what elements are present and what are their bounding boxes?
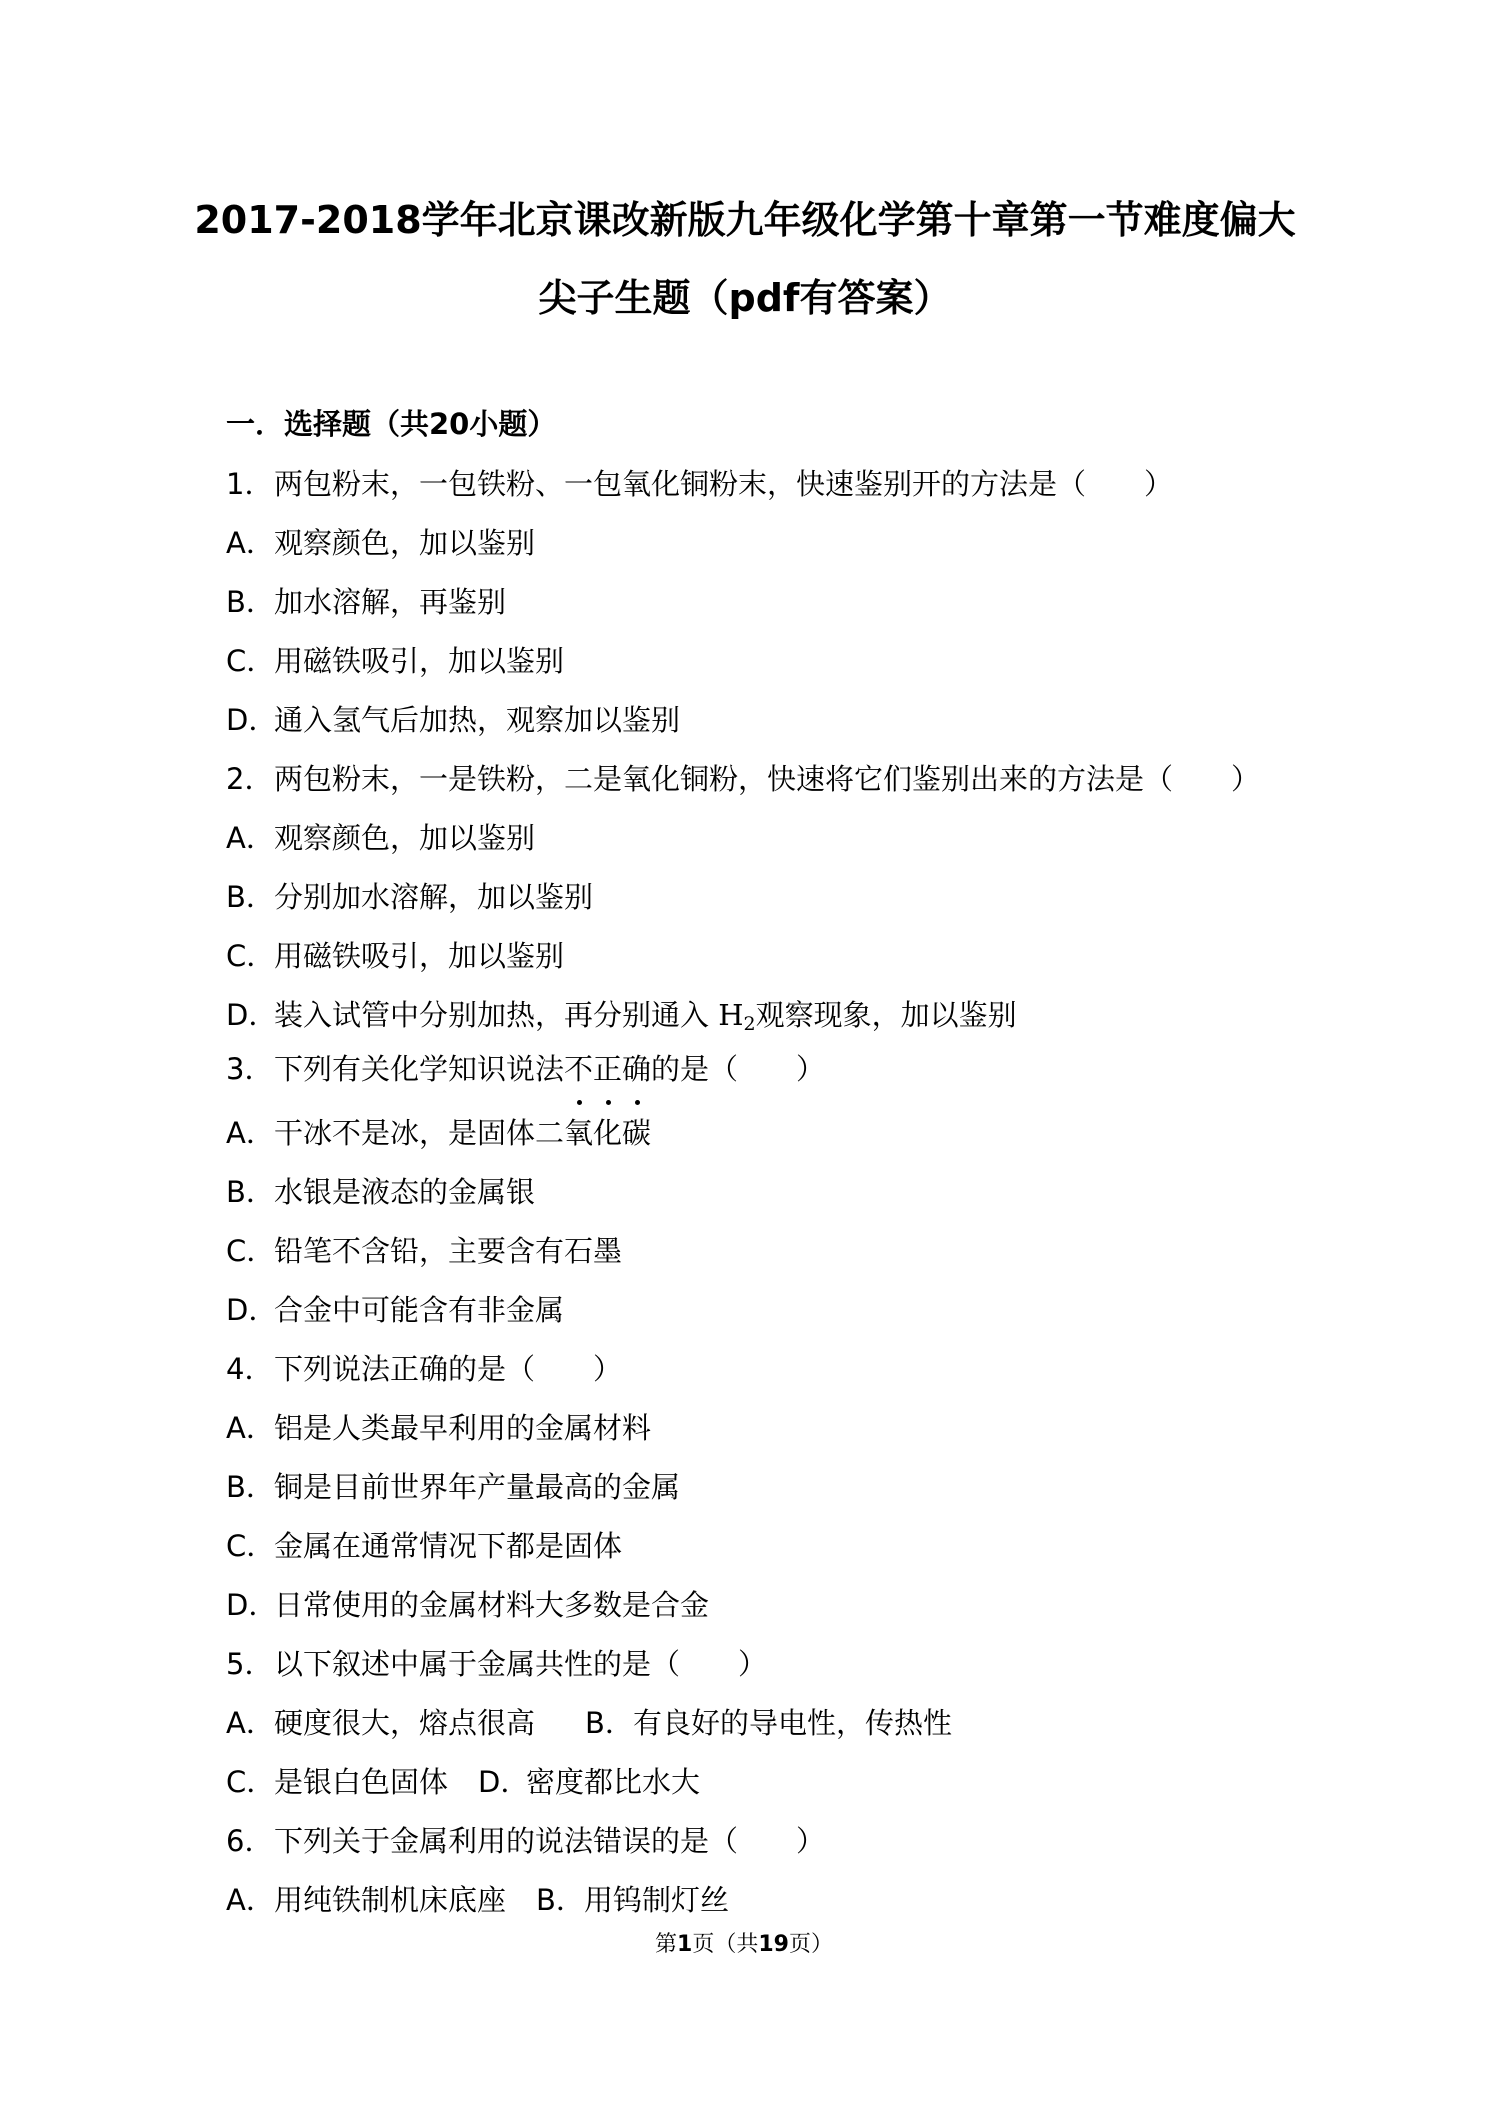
option-letter: B．: [226, 1175, 275, 1209]
option-text-part-2: 观察现象，加以鉴别: [755, 998, 1017, 1032]
question-text: 两包粉末，一包铁粉、一包氧化铜粉末，快速鉴别开的方法是（ ）: [274, 467, 1174, 501]
option-letter: D．: [226, 1588, 278, 1622]
question-4: [226, 1347, 622, 1391]
question-number: 1．: [226, 467, 274, 501]
option-letter: A．: [226, 526, 275, 560]
question-text: 两包粉末，一是铁粉，二是氧化铜粉，快速将它们鉴别出来的方法是（ ）: [274, 762, 1261, 796]
question-number: 2．: [226, 762, 274, 796]
option-text: 密度都比水大: [526, 1765, 701, 1799]
option-1a: [226, 521, 535, 565]
option-4d: [226, 1583, 709, 1627]
option-text: 日常使用的金属材料大多数是合金: [274, 1588, 710, 1622]
option-2b: [226, 875, 593, 919]
question-number: 5．: [226, 1647, 274, 1681]
subscript-2: 2: [743, 1013, 756, 1035]
question-text-part-1: 下列有关化学知识说法: [274, 1052, 565, 1086]
option-letter: D．: [226, 998, 278, 1032]
question-number: 3．: [226, 1052, 274, 1086]
option-text: 通入氢气后加热，观察加以鉴别: [274, 703, 681, 737]
option-text: 是银白色固体: [274, 1765, 449, 1799]
footer-text: 页）: [788, 1932, 833, 1957]
option-letter: A．: [226, 1411, 275, 1445]
option-letter: B．: [226, 880, 275, 914]
option-text: 干冰不是冰，是固体二氧化碳: [274, 1116, 652, 1150]
option-letter: D．: [226, 1293, 278, 1327]
question-text: 下列说法正确的是（ ）: [274, 1352, 623, 1386]
question-text: 以下叙述中属于金属共性的是（ ）: [274, 1647, 768, 1681]
option-text: 有良好的导电性，传热性: [633, 1706, 953, 1740]
options-6ab: [226, 1878, 729, 1922]
option-4c: [226, 1524, 622, 1568]
option-letter: A．: [226, 821, 275, 855]
option-3d: [226, 1288, 564, 1332]
option-text: 水银是液态的金属银: [274, 1175, 536, 1209]
option-1b: [226, 580, 506, 624]
option-3c: [226, 1229, 622, 1273]
option-text: 硬度很大，熔点很高: [274, 1706, 536, 1740]
footer-text: 第: [655, 1932, 678, 1957]
option-letter: D．: [226, 703, 278, 737]
emphasis-dot: [577, 1100, 582, 1105]
option-letter: C．: [226, 1529, 276, 1563]
document-title-line-2: 尖子生题（pdf有答案）: [538, 276, 952, 320]
option-letter: A．: [226, 1116, 275, 1150]
option-letter: B．: [536, 1883, 585, 1917]
question-5: [226, 1642, 767, 1686]
question-text-part-2: 的是（ ）: [651, 1052, 826, 1086]
question-1: [226, 462, 1173, 506]
option-text: 用磁铁吸引，加以鉴别: [274, 644, 565, 678]
option-letter: A．: [226, 1706, 275, 1740]
option-3a: [226, 1111, 651, 1155]
option-letter: C．: [226, 1765, 276, 1799]
document-title-line-1: 2017-2018学年北京课改新版九年级化学第十章第一节难度偏大: [194, 198, 1296, 242]
question-3: [226, 1047, 825, 1091]
option-letter: C．: [226, 1234, 276, 1268]
option-3b: [226, 1170, 535, 1214]
option-text: 铝是人类最早利用的金属材料: [274, 1411, 652, 1445]
option-text: 用纯铁制机床底座: [274, 1883, 507, 1917]
option-text: 金属在通常情况下都是固体: [274, 1529, 623, 1563]
page-number: 1: [677, 1932, 693, 1957]
emphasis-dot: [606, 1100, 611, 1105]
option-text: 合金中可能含有非金属: [274, 1293, 565, 1327]
option-letter: B．: [585, 1706, 634, 1740]
footer-text: 页（共: [692, 1932, 759, 1957]
emphasis-dot: [635, 1100, 640, 1105]
option-text: 加水溶解，再鉴别: [274, 585, 507, 619]
page-footer: [0, 1930, 1488, 1960]
option-text: 铅笔不含铅，主要含有石墨: [274, 1234, 623, 1268]
option-letter: D．: [478, 1765, 530, 1799]
option-4a: [226, 1406, 651, 1450]
total-pages: 19: [758, 1932, 789, 1957]
question-text: 下列关于金属利用的说法错误的是（ ）: [274, 1824, 826, 1858]
option-1c: [226, 639, 564, 683]
option-text-part-1: 装入试管中分别加热，再分别通入 H: [274, 998, 744, 1032]
option-4b: [226, 1465, 680, 1509]
option-letter: C．: [226, 644, 276, 678]
emphasized-word: 不正确: [564, 1052, 652, 1086]
question-number: 6．: [226, 1824, 274, 1858]
option-2a: [226, 816, 535, 860]
options-5cd: [226, 1760, 700, 1804]
option-letter: B．: [226, 585, 275, 619]
section-heading: 一．选择题（共20小题）: [226, 407, 557, 441]
option-text: 观察颜色，加以鉴别: [274, 821, 536, 855]
option-letter: B．: [226, 1470, 275, 1504]
option-letter: C．: [226, 939, 276, 973]
option-1d: [226, 698, 680, 742]
option-text: 铜是目前世界年产量最高的金属: [274, 1470, 681, 1504]
option-text: 用磁铁吸引，加以鉴别: [274, 939, 565, 973]
option-text: 分别加水溶解，加以鉴别: [274, 880, 594, 914]
option-2c: [226, 934, 564, 978]
question-6: [226, 1819, 825, 1863]
question-number: 4．: [226, 1352, 274, 1386]
options-5ab: [226, 1701, 952, 1745]
emphasized-text: [564, 1052, 651, 1086]
option-text: 用钨制灯丝: [584, 1883, 730, 1917]
option-text: 观察颜色，加以鉴别: [274, 526, 536, 560]
question-2: [226, 757, 1260, 801]
option-letter: A．: [226, 1883, 275, 1917]
option-2d: [226, 993, 1017, 1046]
